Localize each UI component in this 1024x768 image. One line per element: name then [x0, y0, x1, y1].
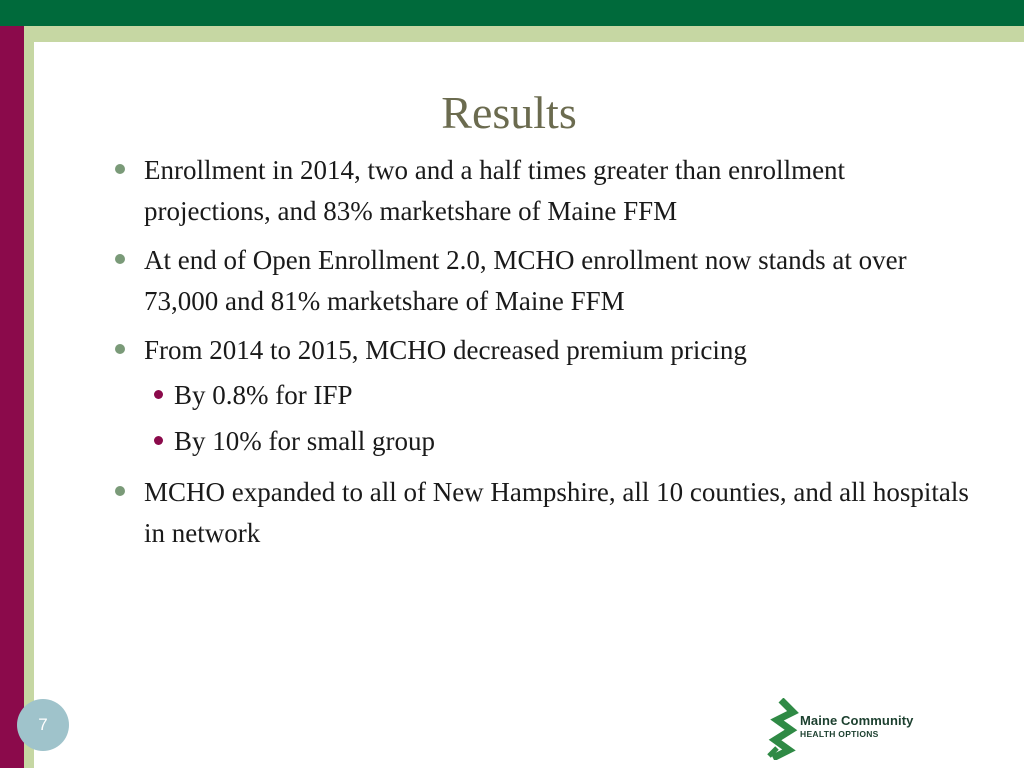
bullet-list — [112, 150, 972, 562]
page-number: 7 — [38, 715, 48, 734]
sub-bullet-text: By 0.8% for IFP — [174, 380, 353, 410]
bullet-dot-icon — [115, 164, 125, 174]
bullet-text: At end of Open Enrollment 2.0, MCHO enrollment now stands at over 73,000 and 81% marketshare of Maine FFM — [144, 245, 907, 316]
bullet-text: From 2014 to 2015, MCHO decreased premium pricing — [144, 335, 747, 365]
sub-bullet-item — [112, 375, 972, 416]
bullet-dot-icon — [115, 486, 125, 496]
sub-bullet-text: By 10% for small group — [174, 426, 435, 456]
sub-bullet-dot-icon — [154, 390, 163, 399]
bullet-item — [112, 330, 972, 371]
slide-title: Results — [441, 87, 577, 138]
left-banner — [0, 26, 24, 768]
page-number-badge — [17, 699, 69, 751]
bullet-item — [112, 150, 972, 232]
logo-subtitle: HEALTH OPTIONS — [800, 729, 879, 739]
left-accent-stripe — [24, 26, 34, 768]
bullet-dot-icon — [115, 344, 125, 354]
top-banner — [0, 0, 1024, 26]
bullet-dot-icon — [115, 254, 125, 264]
bullet-item — [112, 240, 972, 322]
bullet-text: Enrollment in 2014, two and a half times greater than enrollment projections, and 83% marketshare of Maine FFM — [144, 155, 846, 226]
bullet-text: MCHO expanded to all of New Hampshire, all 10 counties, and all hospitals in network — [144, 477, 969, 548]
top-accent-stripe — [0, 26, 1024, 42]
sub-bullet-item — [112, 421, 972, 462]
bullet-item — [112, 472, 972, 554]
sub-bullet-dot-icon — [154, 436, 163, 445]
logo-name: Maine Community — [800, 713, 914, 728]
company-logo — [800, 713, 913, 739]
